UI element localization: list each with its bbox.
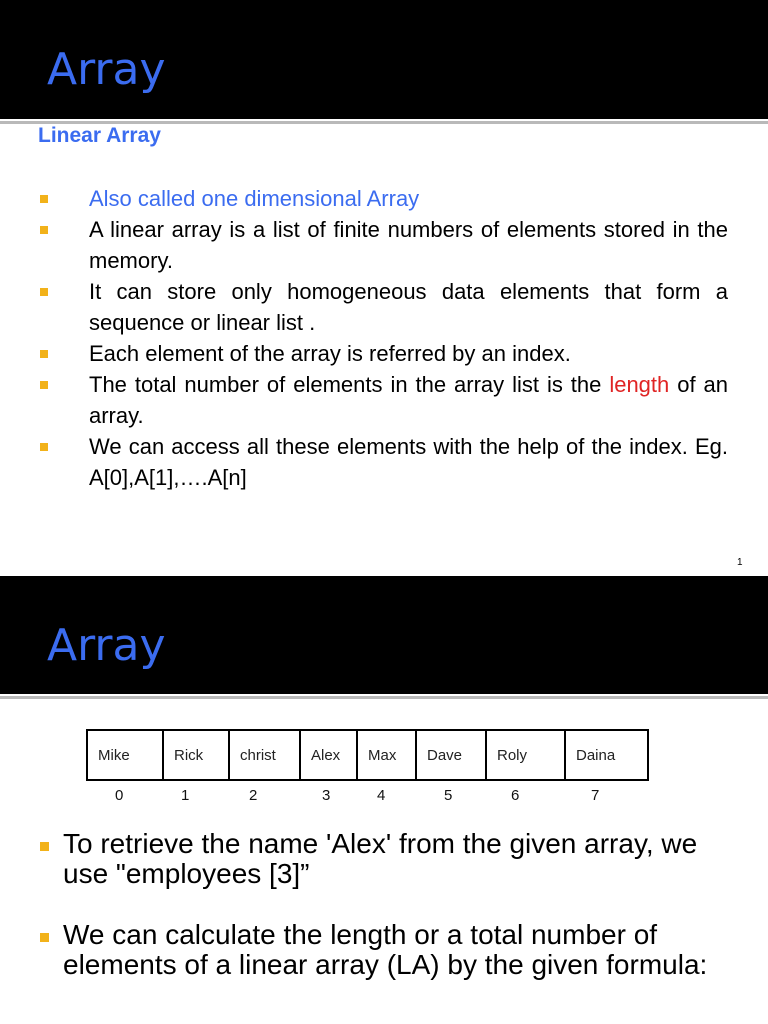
array-cell: Alex (300, 730, 357, 780)
bullet-marker-icon (40, 350, 48, 358)
bullet-text: A linear array is a list of finite numbers of elements stored in the memory. (89, 217, 728, 273)
bullet-item (38, 338, 728, 369)
array-cell: Mike (87, 730, 163, 780)
array-cell: Max (357, 730, 416, 780)
array-index-label: 1 (181, 787, 190, 804)
bullet-text: Each element of the array is referred by an index. (89, 341, 571, 366)
bullet-text: of an array. (89, 372, 728, 428)
bullet-item (38, 920, 738, 980)
array-index-label: 2 (249, 787, 258, 804)
bullet-item (38, 276, 728, 338)
slide-1-title: Array (47, 44, 166, 95)
bullet-item (38, 431, 728, 493)
array-index-label: 7 (591, 787, 600, 804)
bullet-item (38, 214, 728, 276)
bullet-item (38, 369, 728, 431)
slide-1-bullet-list (38, 183, 728, 493)
bullet-marker-icon (40, 443, 48, 451)
bullet-text: We can access all these elements with the help of the index. Eg. A[0],A[1],….A[n] (89, 434, 728, 490)
array-row (87, 730, 648, 780)
bullet-marker-icon (40, 288, 48, 296)
array-index-label: 0 (115, 787, 124, 804)
array-index-label: 5 (444, 787, 453, 804)
page-number: 1 (737, 557, 743, 568)
array-index-label: 4 (377, 787, 386, 804)
bullet-marker-icon (40, 226, 48, 234)
bullet-item (38, 183, 728, 214)
array-cell: Rick (163, 730, 229, 780)
bullet-text: To retrieve the name 'Alex' from the given array, we use "employees [3]” (63, 828, 698, 889)
array-cell: Dave (416, 730, 486, 780)
array-index-row (86, 787, 646, 807)
bullet-marker-icon (40, 842, 49, 851)
bullet-marker-icon (40, 381, 48, 389)
bullet-text: length (609, 372, 670, 397)
array-cell: Roly (486, 730, 565, 780)
bullet-marker-icon (40, 195, 48, 203)
array-table (86, 729, 649, 781)
array-cell: Daina (565, 730, 648, 780)
bullet-text: Also called one dimensional Array (89, 186, 420, 211)
bullet-text: The total number of elements in the array list is the (89, 372, 610, 397)
bullet-text: It can store only homogeneous data elements that form a sequence or linear list . (89, 279, 728, 335)
slide-2-divider (0, 696, 768, 699)
bullet-marker-icon (40, 933, 49, 942)
array-cell: christ (229, 730, 300, 780)
bullet-item (38, 829, 738, 889)
array-index-label: 3 (322, 787, 331, 804)
slide-1-subtitle: Linear Array (38, 124, 161, 147)
bullet-text: We can calculate the length or a total number of elements of a linear array (LA) by the given formula: (63, 919, 708, 980)
slide-2-title: Array (47, 620, 166, 671)
array-index-label: 6 (511, 787, 520, 804)
slide-2-bullet-list (38, 829, 738, 980)
